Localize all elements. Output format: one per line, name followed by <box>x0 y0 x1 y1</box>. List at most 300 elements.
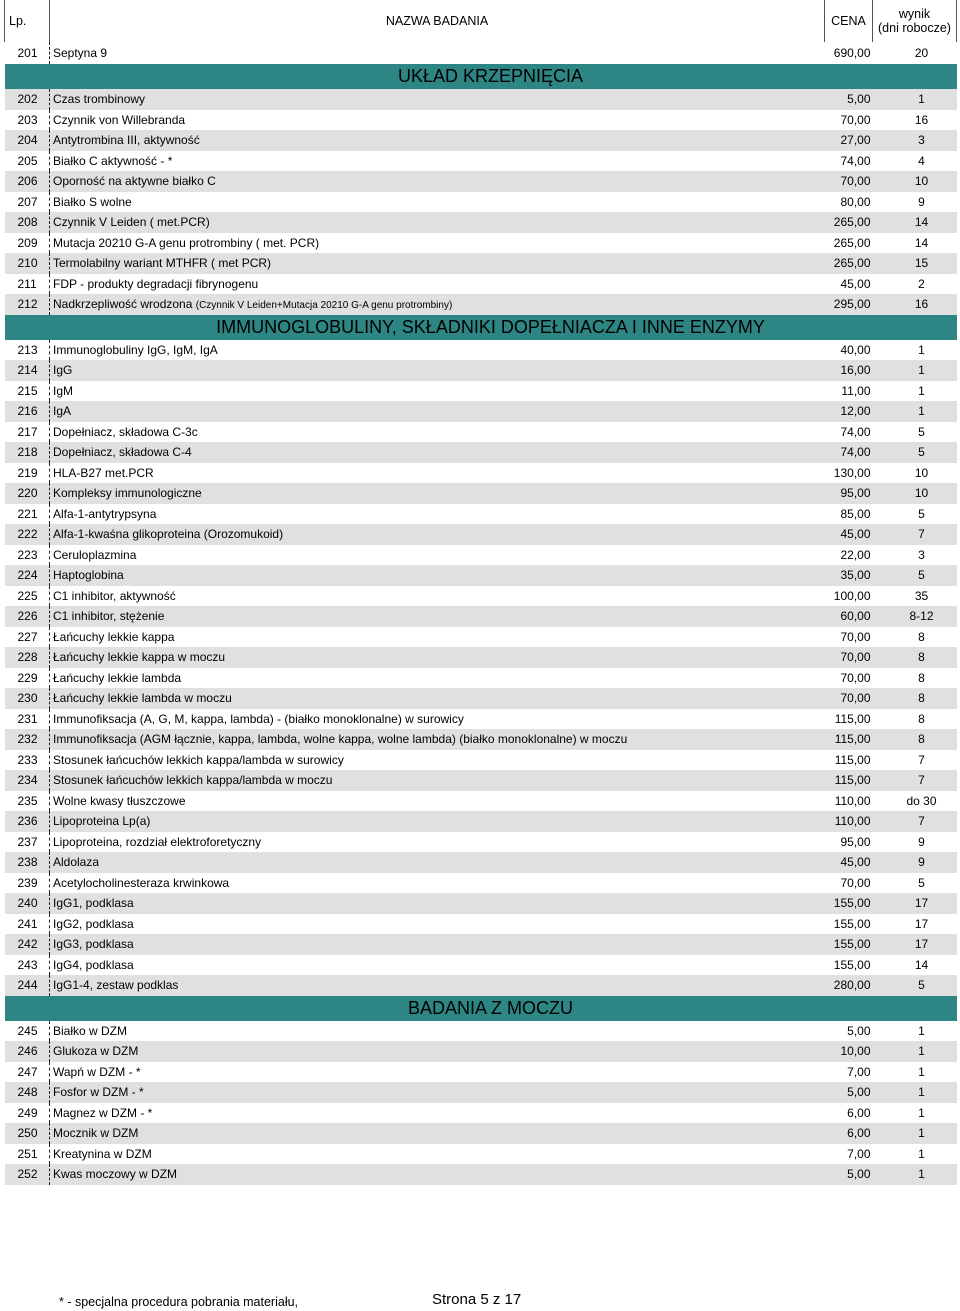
test-name: Wapń w DZM - * <box>53 1064 141 1079</box>
price-cell: 35,00 <box>825 565 873 586</box>
price-cell: 80,00 <box>840 194 871 209</box>
days-cell: 15 <box>873 253 957 274</box>
test-name-cell <box>50 852 825 873</box>
test-name: Kompleksy immunologiczne <box>53 486 202 501</box>
table-row <box>5 504 957 525</box>
lp-cell: 234 <box>5 770 50 791</box>
price-cell: 16,00 <box>825 360 873 381</box>
lp-cell: 245 <box>17 1023 38 1038</box>
test-name: Acetylocholinesteraza krwinkowa <box>53 875 230 890</box>
section-cell <box>5 996 957 1021</box>
section-cell <box>5 315 957 340</box>
table-row <box>5 647 957 668</box>
price-cell: 5,00 <box>825 89 873 110</box>
price-cell: 40,00 <box>840 342 871 357</box>
test-name-cell <box>50 212 825 233</box>
lp-cell: 204 <box>5 130 50 151</box>
lp-cell: 233 <box>17 752 38 767</box>
test-name-cell <box>50 381 825 402</box>
header-days <box>873 0 957 42</box>
lp-cell: 235 <box>17 793 38 808</box>
table-row <box>5 811 957 832</box>
test-name: Lipoproteina, rozdział elektroforetyczny <box>53 834 262 849</box>
days-cell: 9 <box>873 852 957 873</box>
test-name-cell <box>50 422 825 443</box>
days-cell: 17 <box>914 916 929 931</box>
price-cell: 115,00 <box>834 711 871 726</box>
price-cell: 85,00 <box>840 506 871 521</box>
table-row <box>5 442 957 463</box>
price-cell: 265,00 <box>825 253 873 274</box>
test-name: Septyna 9 <box>53 46 108 60</box>
test-name: Immunofiksacja (AGM łącznie, kappa, lambda, wolne kappa, wolne lambda) (białko monoklonalne) w moczu <box>53 732 628 747</box>
test-name: Alfa-1-antytrypsyna <box>53 506 157 521</box>
test-name: Czynnik von Willebranda <box>53 112 186 127</box>
days-cell: 8 <box>873 729 957 750</box>
price-cell: 7,00 <box>847 1064 871 1079</box>
table-row <box>5 294 957 315</box>
price-cell: 155,00 <box>833 957 871 972</box>
table-row <box>5 545 957 566</box>
lp-cell: 210 <box>5 253 50 274</box>
test-name-cell <box>50 606 825 627</box>
section-title: BADANIA Z MOCZU <box>407 997 573 1018</box>
test-name-cell <box>50 832 825 853</box>
lp-cell: 224 <box>5 565 50 586</box>
table-row <box>5 381 957 402</box>
price-cell: 5,00 <box>825 1164 873 1185</box>
table-row <box>5 42 957 64</box>
test-name: Aldolaza <box>53 855 100 870</box>
test-name-cell <box>50 1123 825 1144</box>
price-cell: 6,00 <box>847 1105 871 1120</box>
table-row <box>5 750 957 771</box>
test-name-cell <box>50 668 825 689</box>
table-row <box>5 130 957 151</box>
table-row <box>5 873 957 894</box>
test-name: C1 inhibitor, stężenie <box>53 609 165 624</box>
days-cell: 10 <box>873 171 957 192</box>
days-cell: 35 <box>914 588 929 603</box>
lp-cell: 250 <box>5 1123 50 1144</box>
lp-cell: 230 <box>5 688 50 709</box>
footer-note: * - specjalna procedura pobrania materiału, <box>59 1295 299 1309</box>
test-name: IgG2, podklasa <box>53 916 134 931</box>
price-cell: 45,00 <box>825 524 873 545</box>
test-name: Łańcuchy lekkie kappa w moczu <box>53 650 226 665</box>
lp-cell: 220 <box>5 483 50 504</box>
days-cell: 5 <box>873 442 957 463</box>
price-cell: 27,00 <box>825 130 873 151</box>
section-header <box>5 315 957 340</box>
test-name-cell <box>50 955 825 976</box>
days-cell: 9 <box>918 194 925 209</box>
header-days-line1: wynik <box>898 7 931 21</box>
test-name-cell <box>50 401 825 422</box>
price-cell: 265,00 <box>825 212 873 233</box>
days-cell: 1 <box>918 1023 925 1038</box>
table-body <box>5 42 957 1185</box>
lp-cell: 226 <box>5 606 50 627</box>
days-cell: 14 <box>914 235 929 250</box>
table-row <box>5 212 957 233</box>
test-name-cell <box>50 586 825 607</box>
test-name-cell <box>50 647 825 668</box>
section-title: UKŁAD KRZEPNIĘCIA <box>397 66 584 86</box>
test-name-cell <box>50 1021 825 1042</box>
test-name: Immunofiksacja (A, G, M, kappa, lambda) - (białko monoklonalne) w surowicy <box>53 711 464 726</box>
section-header <box>5 996 957 1021</box>
lp-cell: 206 <box>5 171 50 192</box>
price-cell: 690,00 <box>833 46 871 60</box>
days-cell: 8 <box>918 629 925 644</box>
test-name-cell <box>50 1082 825 1103</box>
test-name: HLA-B27 met.PCR <box>53 465 154 480</box>
table-row <box>5 274 957 295</box>
price-cell: 95,00 <box>840 834 871 849</box>
test-name-cell <box>50 811 825 832</box>
days-cell: 1 <box>873 1123 957 1144</box>
table-row <box>5 151 957 172</box>
test-name: Oporność na aktywne białko C <box>53 174 216 189</box>
test-name-cell <box>50 709 825 730</box>
table-row <box>5 253 957 274</box>
price-cell: 70,00 <box>825 171 873 192</box>
test-name: Łańcuchy lekkie lambda <box>53 670 182 685</box>
table-row <box>5 688 957 709</box>
test-name-cell <box>50 873 825 894</box>
test-name-cell <box>50 233 825 254</box>
days-cell: 8 <box>918 711 925 726</box>
test-name-cell <box>50 791 825 812</box>
test-name: Stosunek łańcuchów lekkich kappa/lambda w surowicy <box>53 752 344 767</box>
table-row <box>5 914 957 935</box>
test-name: Łańcuchy lekkie kappa <box>53 629 175 644</box>
lp-cell: 218 <box>5 442 50 463</box>
lp-cell: 246 <box>5 1041 50 1062</box>
test-name: Wolne kwasy tłuszczowe <box>53 793 186 808</box>
test-name-cell <box>50 1041 825 1062</box>
table-row <box>5 340 957 361</box>
price-list-sheet <box>4 0 956 1185</box>
lp-cell: 221 <box>17 506 38 521</box>
price-cell: 110,00 <box>825 811 873 832</box>
price-cell: 5,00 <box>825 1082 873 1103</box>
test-name: Lipoproteina Lp(a) <box>53 814 151 829</box>
lp-cell: 222 <box>5 524 50 545</box>
days-cell: 4 <box>918 153 925 168</box>
test-name-cell <box>50 360 825 381</box>
price-cell: 6,00 <box>825 1123 873 1144</box>
days-cell: 20 <box>914 46 929 60</box>
price-cell: 115,00 <box>834 752 871 767</box>
lp-cell: 216 <box>5 401 50 422</box>
lp-cell: 219 <box>17 465 38 480</box>
price-cell: 70,00 <box>840 875 871 890</box>
days-cell: 1 <box>873 1164 957 1185</box>
test-name-cell <box>50 1103 825 1124</box>
lp-cell: 227 <box>17 629 38 644</box>
table-row <box>5 360 957 381</box>
test-name-cell <box>50 545 825 566</box>
table-row <box>5 1144 957 1165</box>
test-name-cell <box>50 192 825 213</box>
lp-cell: 201 <box>17 46 38 60</box>
test-name: Łańcuchy lekkie lambda w moczu <box>53 691 232 706</box>
test-name: Czynnik V Leiden ( met.PCR) <box>53 215 210 230</box>
table-row <box>5 586 957 607</box>
days-cell: 2 <box>918 276 925 291</box>
price-cell: 70,00 <box>840 112 871 127</box>
days-cell: 8 <box>873 647 957 668</box>
days-cell: 7 <box>918 752 925 767</box>
test-name: Białko S wolne <box>53 194 132 209</box>
test-name-cell <box>50 340 825 361</box>
test-name-cell <box>50 130 825 151</box>
test-name-cell <box>50 729 825 750</box>
days-cell: 17 <box>873 934 957 955</box>
test-name: Mocznik w DZM <box>53 1126 139 1141</box>
test-name-cell <box>50 893 825 914</box>
price-cell: 74,00 <box>840 153 871 168</box>
price-cell: 130,00 <box>833 465 871 480</box>
table-row <box>5 729 957 750</box>
test-name: Białko w DZM <box>53 1023 128 1038</box>
lp-cell: 214 <box>5 360 50 381</box>
table-row <box>5 192 957 213</box>
days-cell: 1 <box>873 401 957 422</box>
test-name: Nadkrzepliwość wrodzona <box>53 297 193 312</box>
table-row <box>5 627 957 648</box>
days-cell: 10 <box>873 483 957 504</box>
price-cell: 5,00 <box>847 1023 871 1038</box>
lp-cell: 251 <box>17 1146 38 1161</box>
page-number: Strona 5 z 17 <box>432 1291 522 1308</box>
test-name: Haptoglobina <box>53 568 124 583</box>
lp-cell: 213 <box>17 342 38 357</box>
price-cell: 100,00 <box>833 588 871 603</box>
days-cell: 1 <box>873 89 957 110</box>
table-row <box>5 1062 957 1083</box>
test-name: Kreatynina w DZM <box>53 1146 152 1161</box>
days-cell: 16 <box>873 294 957 315</box>
table-row <box>5 463 957 484</box>
test-name-cell <box>50 42 825 64</box>
table-row <box>5 171 957 192</box>
lp-cell: 231 <box>17 711 38 726</box>
test-name: Termolabilny wariant MTHFR ( met PCR) <box>53 256 272 271</box>
table-row <box>5 422 957 443</box>
table-row <box>5 1021 957 1042</box>
header-name: NAZWA BADANIA <box>50 0 825 42</box>
test-name: Dopełniacz, składowa C-3c <box>53 424 198 439</box>
lp-cell: 247 <box>17 1064 38 1079</box>
price-cell: 280,00 <box>825 975 873 996</box>
price-cell: 45,00 <box>840 276 871 291</box>
test-name-detail: (Czynnik V Leiden+Mutacja 20210 G-A genu protrombiny) <box>195 300 453 312</box>
table-row <box>5 709 957 730</box>
days-cell: 5 <box>918 506 925 521</box>
lp-cell: 202 <box>5 89 50 110</box>
price-table <box>4 0 957 1185</box>
test-name: IgG1, podklasa <box>53 896 134 911</box>
lp-cell: 240 <box>5 893 50 914</box>
days-cell: 10 <box>914 465 929 480</box>
table-row <box>5 668 957 689</box>
lp-cell: 215 <box>17 383 38 398</box>
days-cell: 16 <box>914 112 929 127</box>
lp-cell: 232 <box>5 729 50 750</box>
test-name: FDP - produkty degradacji fibrynogenu <box>53 276 259 291</box>
test-name: C1 inhibitor, aktywność <box>53 588 176 603</box>
test-name: Alfa-1-kwaśna glikoproteina (Orozomukoid) <box>53 527 284 542</box>
days-cell: 1 <box>918 1064 925 1079</box>
price-cell: 60,00 <box>825 606 873 627</box>
test-name-cell <box>50 151 825 172</box>
test-name: IgG <box>53 363 73 378</box>
test-name-cell <box>50 565 825 586</box>
days-cell: 8 <box>873 688 957 709</box>
table-row <box>5 852 957 873</box>
lp-cell: 209 <box>17 235 38 250</box>
test-name-cell <box>50 483 825 504</box>
price-cell: 12,00 <box>825 401 873 422</box>
days-cell: 1 <box>918 1105 925 1120</box>
lp-cell: 241 <box>17 916 38 931</box>
lp-cell: 243 <box>17 957 38 972</box>
days-cell: 9 <box>918 834 925 849</box>
table-row <box>5 934 957 955</box>
section-cell <box>5 64 957 89</box>
section-header <box>5 64 957 89</box>
test-name: Magnez w DZM - * <box>53 1105 153 1120</box>
days-cell: 7 <box>873 811 957 832</box>
test-name: Glukoza w DZM <box>53 1044 139 1059</box>
days-cell: 1 <box>918 383 925 398</box>
price-cell: 155,00 <box>833 916 871 931</box>
lp-cell: 239 <box>17 875 38 890</box>
lp-cell: 207 <box>17 194 38 209</box>
test-name: IgG3, podklasa <box>53 937 134 952</box>
test-name: Czas trombinowy <box>53 92 146 107</box>
test-name-cell <box>50 463 825 484</box>
table-row <box>5 832 957 853</box>
test-name-cell <box>50 914 825 935</box>
test-name: IgM <box>53 383 74 398</box>
table-row <box>5 401 957 422</box>
test-name: Antytrombina III, aktywność <box>53 133 200 148</box>
days-cell: 8 <box>918 670 925 685</box>
test-name-cell <box>50 975 825 996</box>
price-cell: 110,00 <box>834 793 871 808</box>
lp-cell: 236 <box>5 811 50 832</box>
test-name-cell <box>50 770 825 791</box>
price-cell: 115,00 <box>825 770 873 791</box>
table-row <box>5 233 957 254</box>
days-cell: 1 <box>918 342 925 357</box>
price-cell: 265,00 <box>833 235 871 250</box>
price-cell: 155,00 <box>825 893 873 914</box>
days-cell: 14 <box>873 212 957 233</box>
header-lp: Lp. <box>5 0 50 42</box>
test-name-cell <box>50 171 825 192</box>
table-row <box>5 565 957 586</box>
price-cell: 70,00 <box>840 629 871 644</box>
table-row <box>5 1082 957 1103</box>
test-name-cell <box>50 750 825 771</box>
test-name: IgG4, podklasa <box>53 957 134 972</box>
lp-cell: 228 <box>5 647 50 668</box>
days-cell: do 30 <box>906 793 937 808</box>
price-cell: 74,00 <box>840 424 871 439</box>
lp-cell: 211 <box>17 276 37 291</box>
days-cell: 17 <box>873 893 957 914</box>
days-cell: 7 <box>873 770 957 791</box>
table-row <box>5 1041 957 1062</box>
lp-cell: 217 <box>17 424 38 439</box>
days-cell: 5 <box>918 424 925 439</box>
lp-cell: 212 <box>5 294 50 315</box>
test-name-cell <box>50 110 825 131</box>
price-cell: 155,00 <box>825 934 873 955</box>
table-row <box>5 791 957 812</box>
table-row <box>5 606 957 627</box>
days-cell: 5 <box>873 565 957 586</box>
days-cell: 7 <box>873 524 957 545</box>
section-title: IMMUNOGLOBULINY, SKŁADNIKI DOPEŁNIACZA I INNE ENZYMY <box>216 316 765 337</box>
test-name: Kwas moczowy w DZM <box>53 1167 178 1182</box>
test-name: IgA <box>53 404 72 419</box>
test-name-cell <box>50 1164 825 1185</box>
lp-cell: 252 <box>5 1164 50 1185</box>
lp-cell: 238 <box>5 852 50 873</box>
table-row <box>5 524 957 545</box>
test-name-cell <box>50 524 825 545</box>
price-cell: 7,00 <box>847 1146 871 1161</box>
test-name: Białko C aktywność - * <box>53 153 173 168</box>
price-cell: 95,00 <box>825 483 873 504</box>
days-cell: 5 <box>873 975 957 996</box>
days-cell: 14 <box>914 957 929 972</box>
lp-cell: 203 <box>17 112 38 127</box>
test-name-cell <box>50 274 825 295</box>
test-name: Ceruloplazmina <box>53 547 137 562</box>
test-name: Stosunek łańcuchów lekkich kappa/lambda w moczu <box>53 773 333 788</box>
days-cell: 3 <box>918 547 925 562</box>
test-name: Fosfor w DZM - * <box>53 1085 144 1100</box>
price-cell: 74,00 <box>825 442 873 463</box>
table-row <box>5 1103 957 1124</box>
test-name: Mutacja 20210 G-A genu protrombiny ( met. PCR) <box>53 235 320 250</box>
table-row <box>5 893 957 914</box>
test-name-cell <box>50 688 825 709</box>
price-cell: 45,00 <box>825 852 873 873</box>
days-cell: 1 <box>873 1082 957 1103</box>
price-cell: 11,00 <box>841 383 871 398</box>
table-row <box>5 955 957 976</box>
table-row <box>5 110 957 131</box>
test-name-cell <box>50 1144 825 1165</box>
lp-cell: 242 <box>5 934 50 955</box>
days-cell: 5 <box>918 875 925 890</box>
price-cell: 70,00 <box>825 647 873 668</box>
test-name-cell <box>50 1062 825 1083</box>
lp-cell: 208 <box>5 212 50 233</box>
table-row <box>5 89 957 110</box>
days-cell: 1 <box>918 1146 925 1161</box>
test-name-cell <box>50 504 825 525</box>
lp-cell: 248 <box>5 1082 50 1103</box>
